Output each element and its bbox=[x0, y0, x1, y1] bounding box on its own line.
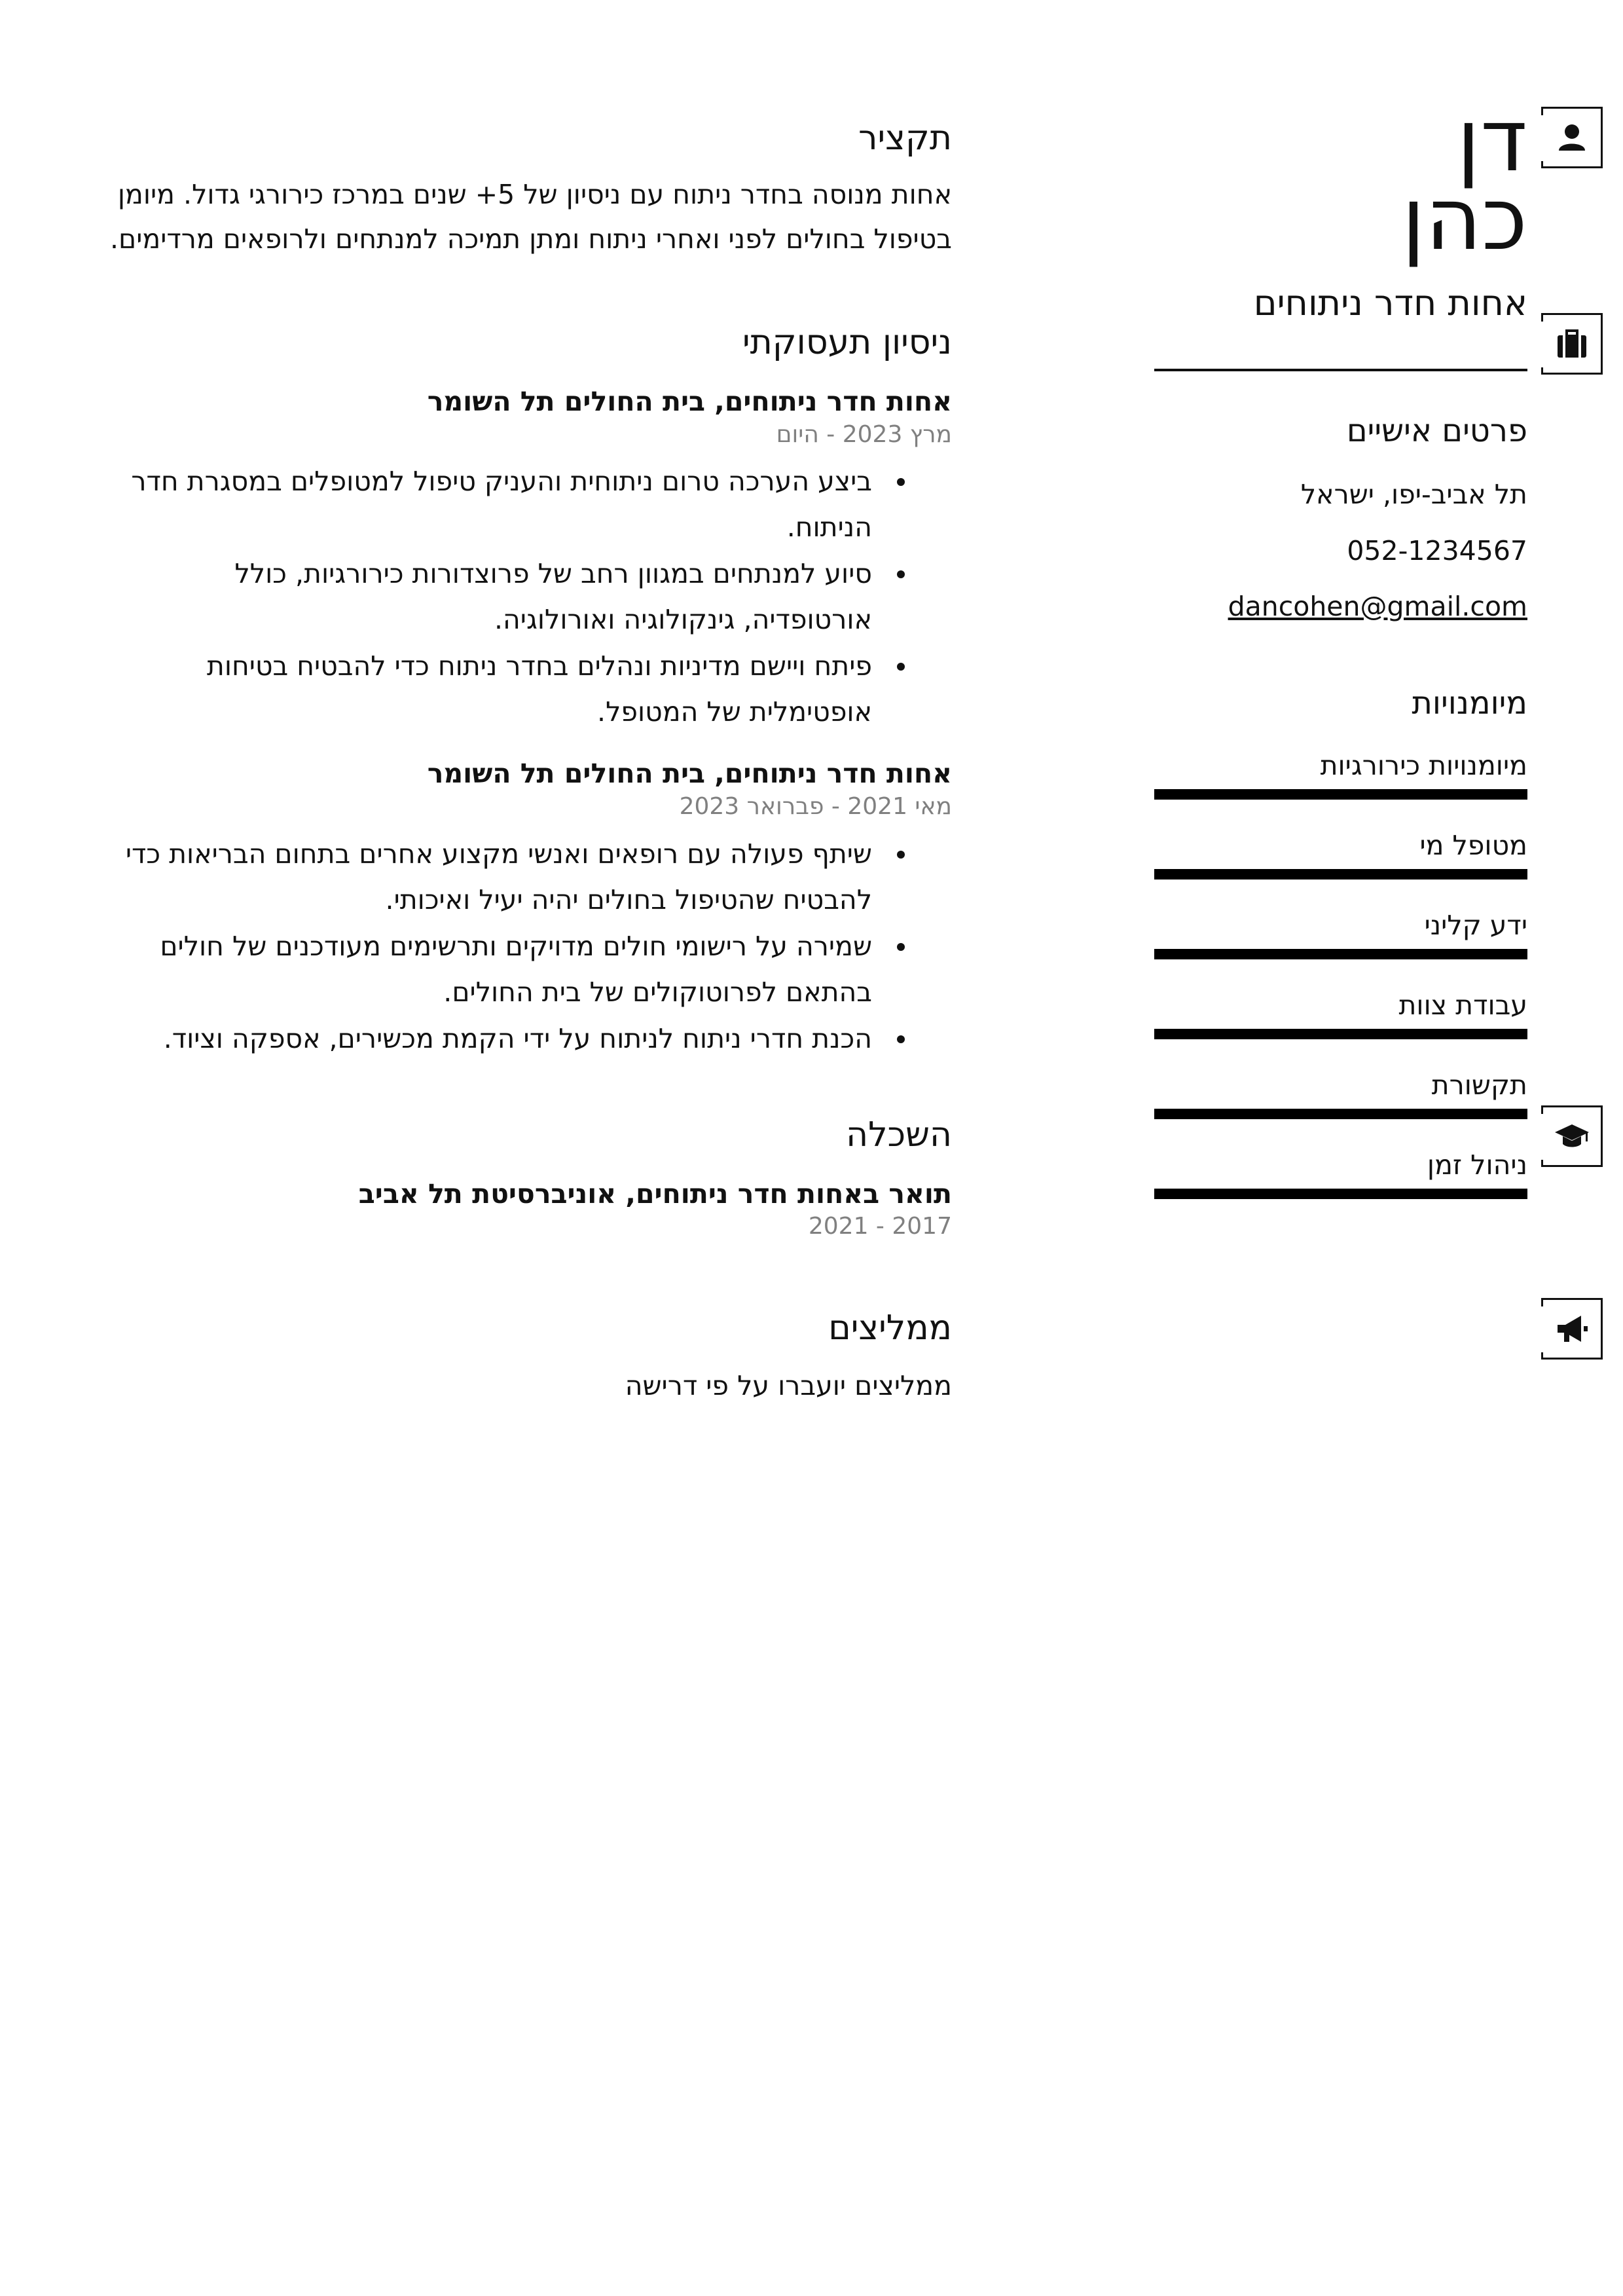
job-2-title: אחות חדר ניתוחים, בית החולים תל השומר bbox=[427, 758, 952, 789]
skill-level-bar bbox=[1154, 789, 1527, 800]
list-item: הכנת חדרי ניתוח לניתוח על ידי הקמת מכשירים, אספקה וציוד. bbox=[107, 1016, 952, 1062]
header-divider bbox=[1154, 369, 1527, 371]
briefcase-icon bbox=[1554, 325, 1590, 362]
list-item: פיתח ויישם מדיניות ונהלים בחדר ניתוח כדי להבטיח בטיחות אופטימלית של המטופל. bbox=[107, 643, 952, 735]
graduation-cap-icon bbox=[1554, 1118, 1590, 1155]
education-heading: השכלה bbox=[846, 1115, 952, 1155]
skill-level-bar bbox=[1154, 949, 1527, 959]
education-icon-box bbox=[1541, 1105, 1603, 1167]
skill-label: תקשורת bbox=[1431, 1069, 1527, 1101]
references-heading: ממליצים bbox=[828, 1308, 952, 1348]
last-name: כהן bbox=[1401, 169, 1527, 270]
personal-heading: פרטים אישיים bbox=[1346, 413, 1527, 449]
phone-text: 052-1234567 bbox=[1347, 535, 1527, 566]
education-dates: 2017 - 2021 bbox=[808, 1213, 952, 1240]
skill-level-bar bbox=[1154, 869, 1527, 880]
skill-label: מיומנויות כירורגיות bbox=[1320, 750, 1527, 781]
summary-line: אחות מנוסה בחדר ניתוח עם ניסיון של 5+ שנים במרכז כירורגי גדול. מיומן bbox=[117, 179, 952, 210]
list-item: ביצע הערכה טרום ניתוחית והעניק טיפול למטופלים במסגרת חדר הניתוח. bbox=[107, 458, 952, 550]
job-2-dates: מאי 2021 - פברואר 2023 bbox=[679, 793, 952, 820]
location-text: תל אביב-יפו, ישראל bbox=[1300, 479, 1527, 510]
job-title: אחות חדר ניתוחים bbox=[1253, 282, 1527, 324]
email-link[interactable]: dancohen@gmail.com bbox=[1228, 591, 1527, 622]
list-item: שיתף פעולה עם רופאים ואנשי מקצוע אחרים בתחום הבריאות כדי להבטיח שהטיפול בחולים יהיה יעיל ואיכותי. bbox=[107, 831, 952, 923]
summary-text bbox=[107, 172, 952, 261]
list-item: שמירה על רישומי חולים מדויקים ותרשימים מעודכנים של חולים בהתאם לפרוטוקולים של בית החולים. bbox=[107, 923, 952, 1015]
skill-label: עבודת צוות bbox=[1398, 990, 1527, 1021]
job-1-title: אחות חדר ניתוחים, בית החולים תל השומר bbox=[427, 386, 952, 417]
job-1-dates: מרץ 2023 - היום bbox=[776, 421, 952, 448]
job-2-bullets bbox=[107, 831, 952, 1062]
profile-icon-box bbox=[1541, 107, 1603, 168]
references-text: ממליצים יועברו על פי דרישה bbox=[625, 1370, 952, 1401]
skill-item bbox=[1154, 987, 1527, 1039]
skills-heading: מיומנויות bbox=[1412, 685, 1527, 722]
candidate-name bbox=[1069, 90, 1527, 270]
person-icon bbox=[1554, 119, 1590, 156]
summary-line: בטיפול בחולים לפני ואחרי ניתוח ומתן תמיכה למנתחים ולרופאים מרדימים. bbox=[109, 223, 952, 255]
experience-heading: ניסיון תעסוקתי bbox=[742, 323, 952, 362]
skill-item bbox=[1154, 827, 1527, 880]
skill-level-bar bbox=[1154, 1109, 1527, 1119]
references-icon-box bbox=[1541, 1298, 1603, 1360]
list-item: סיוע למנתחים במגוון רחב של פרוצדורות כירורגיות, כולל אורטופדיה, גינקולוגיה ואורולוגיה. bbox=[107, 551, 952, 642]
skill-level-bar bbox=[1154, 1029, 1527, 1039]
skill-item bbox=[1154, 907, 1527, 959]
skill-item bbox=[1154, 747, 1527, 800]
skill-level-bar bbox=[1154, 1189, 1527, 1199]
degree-title: תואר באחות חדר ניתוחים, אוניברסיטת תל אביב bbox=[358, 1178, 952, 1210]
job-1-bullets bbox=[107, 458, 952, 735]
megaphone-icon bbox=[1554, 1310, 1590, 1347]
skill-item bbox=[1154, 1147, 1527, 1199]
skill-label: ידע קליני bbox=[1424, 910, 1527, 941]
skill-item bbox=[1154, 1067, 1527, 1119]
skill-label: מטופל מי bbox=[1419, 830, 1527, 861]
summary-heading: תקציר bbox=[858, 119, 952, 158]
experience-icon-box bbox=[1541, 313, 1603, 375]
first-name: דן bbox=[1456, 90, 1527, 191]
skill-label: ניהול זמן bbox=[1427, 1149, 1527, 1181]
